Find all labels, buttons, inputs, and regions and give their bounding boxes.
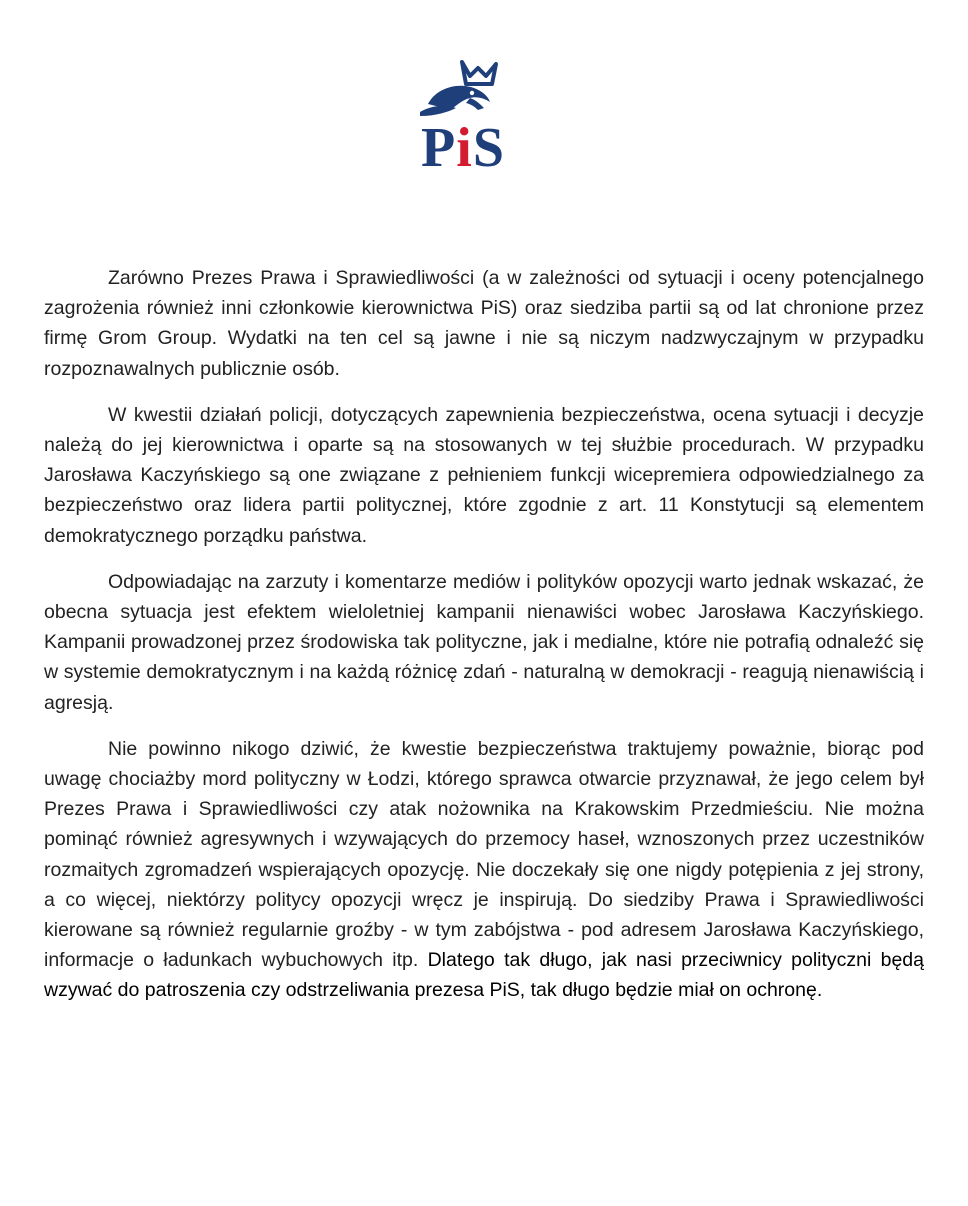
paragraph-2: W kwestii działań policji, dotyczących zapewnienia bezpieczeństwa, ocena sytuacji i decyzje należą do jej kierownictwa i oparte są na stosowanych w tej służbie procedurach. W przypadku Jarosława Kaczyńskiego są one związane z pełnieniem funkcji wicepremiera odpowiedzialnego za bezpieczeństwo oraz lidera partii politycznej, które zgodnie z art. 11 Konstytucji są elementem demokratycznego porządku państwa. [44,403,924,547]
eagle-with-crown-icon [400,58,526,122]
logo-wordmark [400,118,526,178]
statement-body [44,263,924,1022]
paragraph-3: Odpowiadając na zarzuty i komentarze mediów i polityków opozycji warto jednak wskazać, że obecna sytuacja jest efektem wieloletniej kampanii nienawiści wobec Jarosława Kaczyńskiego. Kampanii prowadzonej przez środowiska tak polityczne, jak i medialne, które nie potrafią odnaleźć się w systemie demokratycznym i na każdą różnicę zdań - naturalną w demokracji - reagują nienawiścią i agresją. [44,570,924,714]
logo-letter-s: S [472,117,505,179]
logo-letter-i: i [456,117,473,179]
paragraph-4-emphasis: Dlatego tak długo, jak nasi przeciwnicy polityczni będą wzywać do patroszenia czy odstrzeliwania prezesa PiS, tak długo będzie miał on ochronę. [44,949,925,1002]
paragraph-1: Zarówno Prezes Prawa i Sprawiedliwości (a w zależności od sytuacji i oceny potencjalnego zagrożenia również inni członkowie kierownictwa PiS) oraz siedziba partii są od lat chronione przez firmę Grom Group. Wydatki na ten cel są jawne i nie są niczym nadzwyczajnym w przypadku rozpoznawalnych publicznie osób. [44,267,924,380]
paragraph-4 [44,734,924,1006]
pis-logo [400,58,526,182]
paragraph-4-text: Nie powinno nikogo dziwić, że kwestie bezpieczeństwa traktujemy poważnie, biorąc pod uwagę chociażby mord polityczny w Łodzi, którego sprawca otwarcie przyznawał, że jego celem był Prezes Prawa i Sprawiedliwości czy atak nożownika na Krakowskim Przedmieściu. Nie można pominąć również agresywnych i wzywających do przemocy haseł, wznoszonych przez uczestników rozmaitych zgromadzeń wspierających opozycję. Nie doczekały się one nigdy potępienia z jej strony, a co więcej, niektórzy politycy opozycji wręcz je inspirują. Do siedziby Prawa i Sprawiedliwości kierowane są również regularnie groźby - w tym zabójstwa - pod adresem Jarosława Kaczyńskiego, informacje o ładunkach wybuchowych itp. [44,737,924,972]
logo-letter-p: P [421,117,457,179]
